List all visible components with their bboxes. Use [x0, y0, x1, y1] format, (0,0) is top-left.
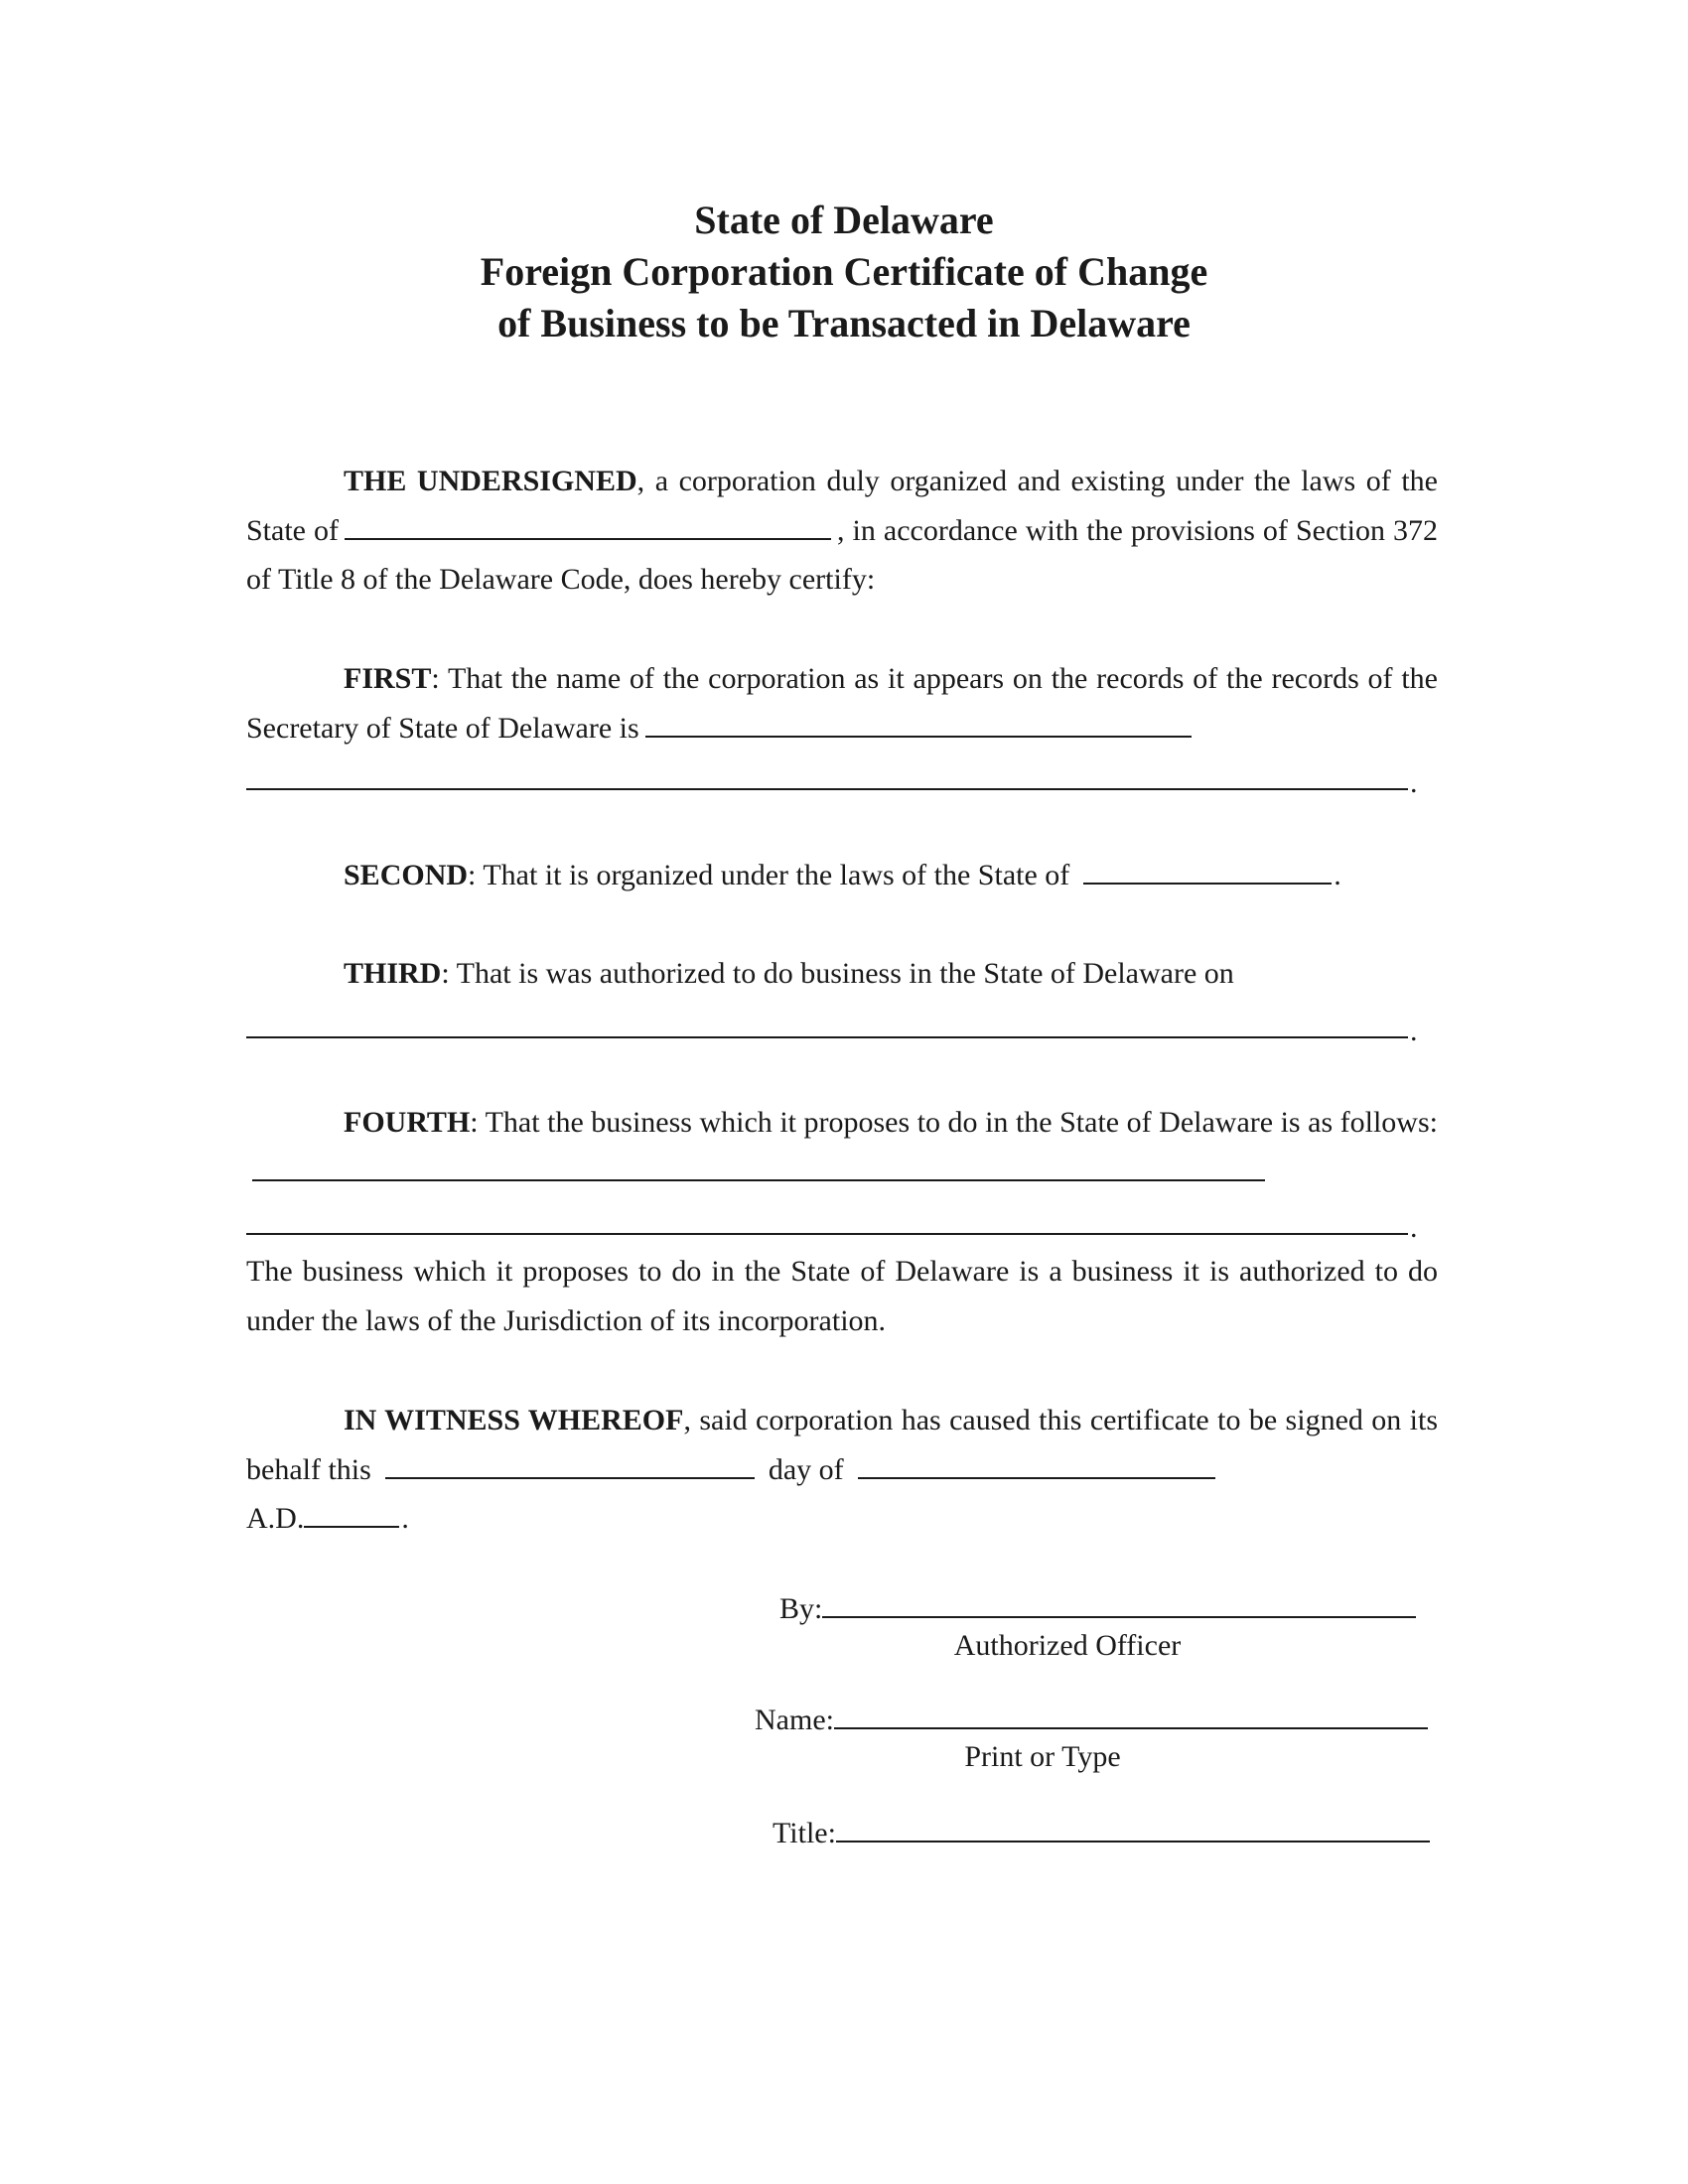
fourth-lead: FOURTH	[344, 1106, 471, 1139]
intro-lead: THE UNDERSIGNED	[344, 465, 637, 497]
organized-state-blank[interactable]	[1083, 857, 1332, 885]
authorization-date-row	[246, 1001, 1438, 1050]
witness-text-1: , said corporation has caused this certificate to be signed on its behalf this	[246, 1404, 1439, 1486]
by-caption: Authorized Officer	[953, 1629, 1182, 1662]
by-signature-line[interactable]	[822, 1588, 1416, 1618]
second-lead: SECOND	[344, 859, 469, 891]
intro-paragraph	[246, 457, 1438, 605]
title-row	[773, 1813, 1430, 1853]
fourth-follow-paragraph	[246, 1247, 1438, 1345]
fourth-follow-text: The business which it proposes to do in the State of Delaware is a business it is authorized to do under the laws of the Jurisdiction of its incorporation.	[246, 1255, 1438, 1337]
by-label: By:	[779, 1592, 823, 1625]
intro-text-2: , in accordance with the provisions of Section 372 of Title 8 of the Delaware Code, does hereby certify:	[246, 513, 1438, 596]
witness-lead: IN WITNESS WHEREOF	[344, 1404, 684, 1436]
second-period: .	[1334, 859, 1341, 891]
first-paragraph	[246, 654, 1438, 752]
third-lead: THIRD	[344, 957, 442, 990]
state-of-incorporation-blank[interactable]	[345, 512, 831, 540]
corporation-name-continuation	[246, 752, 1438, 802]
witness-paragraph	[246, 1396, 1438, 1544]
second-text: : That it is organized under the laws of the State of	[468, 859, 1070, 891]
first-period: .	[1410, 766, 1418, 799]
witness-text-2: day of	[768, 1452, 844, 1486]
business-description-blank[interactable]	[252, 1154, 1265, 1181]
fourth-text: : That the business which it proposes to do in the State of Delaware is as follows:	[470, 1106, 1438, 1139]
intro-text-1: , a corporation duly organized and existing under the laws of the State of	[246, 465, 1439, 547]
title-business: of Business to be Transacted in Delaware	[497, 301, 1191, 345]
first-text: : That the name of the corporation as it appears on the records of the records of the Secretary of State of Delaware is	[246, 662, 1438, 745]
business-description-line-2[interactable]	[246, 1233, 1408, 1235]
title-state: State of Delaware	[694, 198, 994, 242]
second-paragraph	[246, 851, 1438, 900]
title-line[interactable]	[836, 1813, 1430, 1843]
fourth-paragraph	[246, 1098, 1438, 1196]
witness-period: .	[401, 1502, 409, 1535]
third-period: .	[1410, 1015, 1418, 1047]
name-caption: Print or Type	[964, 1740, 1121, 1773]
fourth-period: .	[1410, 1211, 1418, 1244]
third-text: : That is was authorized to do business in the State of Delaware on	[441, 957, 1234, 990]
signing-month-blank[interactable]	[858, 1451, 1215, 1479]
third-paragraph	[246, 949, 1438, 999]
authorization-date-line[interactable]	[246, 1036, 1408, 1038]
title-label: Title:	[773, 1817, 836, 1849]
first-lead: FIRST	[344, 662, 432, 695]
document-title	[0, 195, 1688, 349]
by-row	[779, 1588, 1416, 1629]
signing-year-blank[interactable]	[304, 1500, 399, 1528]
signing-day-blank[interactable]	[385, 1451, 755, 1479]
name-line[interactable]	[834, 1700, 1428, 1729]
business-description-continuation	[246, 1197, 1438, 1247]
corporation-name-line-2[interactable]	[246, 788, 1408, 790]
name-label: Name:	[755, 1704, 834, 1736]
name-row	[755, 1700, 1428, 1740]
witness-ad-label: A.D.	[246, 1502, 305, 1535]
title-certificate: Foreign Corporation Certificate of Change	[480, 249, 1208, 294]
corporation-name-blank[interactable]	[645, 710, 1192, 738]
